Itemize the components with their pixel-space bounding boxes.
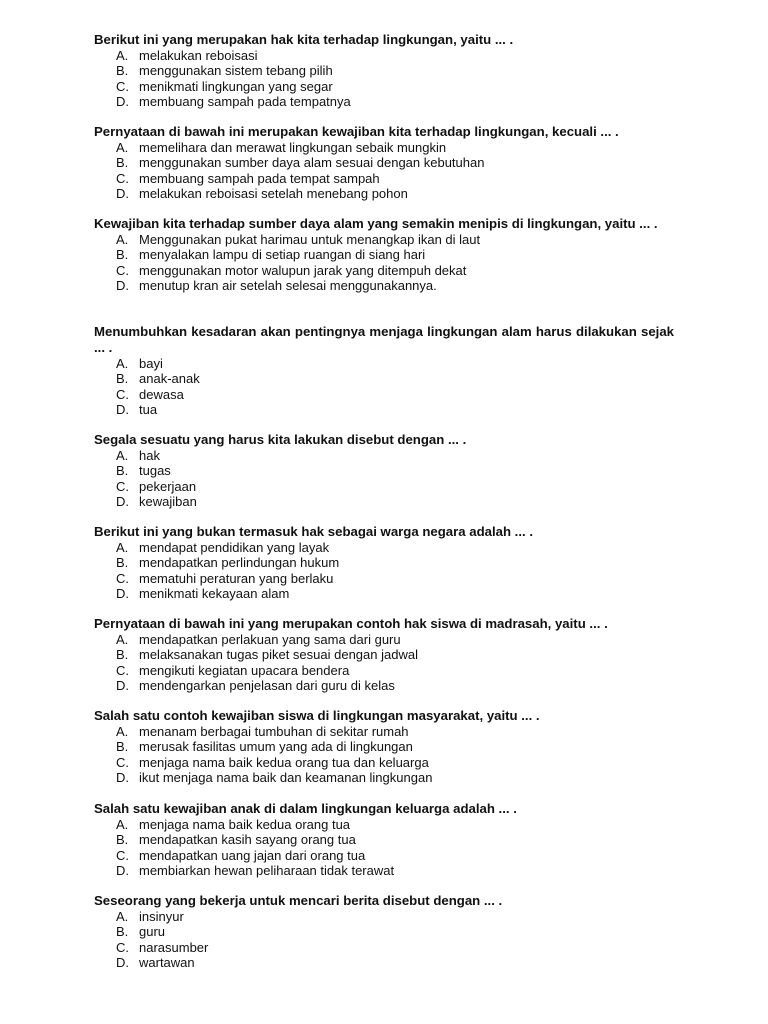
- option-text: menjaga nama baik kedua orang tua dan keluarga: [139, 754, 429, 770]
- option-text: narasumber: [139, 939, 209, 955]
- option-letter: A.: [116, 140, 129, 155]
- option-text: mendapatkan uang jajan dari orang tua: [139, 847, 366, 863]
- question-text: Menumbuhkan kesadaran akan pentingnya menjaga lingkungan alam harus dilakukan sejak ... .: [94, 324, 674, 355]
- option-letter: C.: [116, 78, 129, 94]
- option-letter: B.: [116, 247, 129, 263]
- option-d: [94, 863, 674, 878]
- option-a: [94, 448, 674, 463]
- option-c: [94, 848, 674, 863]
- option-letter: B.: [116, 371, 129, 387]
- question-text: Salah satu contoh kewajiban siswa di lingkungan masyarakat, yaitu ... .: [94, 708, 540, 723]
- option-c: [94, 940, 674, 955]
- question-text: Segala sesuatu yang harus kita lakukan disebut dengan ... .: [94, 432, 467, 447]
- option-c: [94, 663, 674, 678]
- option-text: guru: [139, 924, 166, 940]
- question-9: [94, 801, 674, 879]
- question-text: Berikut ini yang merupakan hak kita terhadap lingkungan, yaitu ... .: [94, 32, 514, 47]
- option-text: melakukan reboisasi: [139, 48, 258, 63]
- option-text: menyalakan lampu di setiap ruangan di siang hari: [139, 247, 426, 263]
- option-list: [94, 724, 674, 786]
- option-letter: A.: [116, 540, 129, 555]
- option-a: [94, 232, 674, 247]
- option-text: mendapatkan perlakuan yang sama dari guru: [139, 632, 401, 647]
- option-a: [94, 540, 674, 555]
- option-a: [94, 48, 674, 63]
- option-text: mendapatkan kasih sayang orang tua: [139, 832, 356, 848]
- option-d: [94, 586, 674, 601]
- option-text: menggunakan sistem tebang pilih: [139, 63, 333, 79]
- option-c: [94, 387, 674, 402]
- option-text: dewasa: [139, 386, 184, 402]
- option-letter: B.: [116, 924, 129, 940]
- option-list: [94, 632, 674, 694]
- option-d: [94, 402, 674, 417]
- option-letter: B.: [116, 555, 129, 571]
- option-list: [94, 48, 674, 110]
- option-text: membuang sampah pada tempat sampah: [139, 170, 380, 186]
- option-letter: D.: [116, 586, 129, 602]
- option-letter: C.: [116, 478, 129, 494]
- option-a: [94, 724, 674, 739]
- option-letter: B.: [116, 647, 129, 663]
- question-8: [94, 708, 674, 786]
- option-text: melakukan reboisasi setelah menebang pohon: [139, 186, 408, 202]
- question-6: [94, 524, 674, 602]
- option-b: [94, 371, 674, 386]
- option-a: [94, 817, 674, 832]
- option-b: [94, 155, 674, 170]
- option-letter: C.: [116, 754, 129, 770]
- question-text: Salah satu kewajiban anak di dalam lingkungan keluarga adalah ... .: [94, 801, 517, 816]
- option-letter: C.: [116, 170, 129, 186]
- option-letter: B.: [116, 463, 129, 479]
- option-d: [94, 94, 674, 109]
- option-letter: B.: [116, 832, 129, 848]
- option-d: [94, 955, 674, 970]
- question-text: Seseorang yang bekerja untuk mencari berita disebut dengan ... .: [94, 893, 503, 908]
- option-b: [94, 832, 674, 847]
- option-b: [94, 555, 674, 570]
- option-list: [94, 448, 674, 510]
- option-letter: B.: [116, 739, 129, 755]
- option-b: [94, 63, 674, 78]
- option-text: anak-anak: [139, 371, 200, 387]
- option-letter: A.: [116, 448, 129, 463]
- option-text: bayi: [139, 356, 163, 371]
- question-text: Kewajiban kita terhadap sumber daya alam yang semakin menipis di lingkungan, yaitu ... .: [94, 216, 658, 231]
- option-list: [94, 140, 674, 202]
- option-text: memelihara dan merawat lingkungan sebaik mungkin: [139, 140, 447, 155]
- option-text: tugas: [139, 463, 171, 479]
- option-list: [94, 909, 674, 971]
- option-letter: D.: [116, 402, 129, 418]
- option-text: menutup kran air setelah selesai menggunakannya.: [139, 278, 437, 294]
- option-text: membiarkan hewan peliharaan tidak terawat: [139, 863, 395, 879]
- option-a: [94, 632, 674, 647]
- question-2: [94, 124, 674, 202]
- option-letter: D.: [116, 955, 129, 971]
- option-list: [94, 356, 674, 418]
- option-letter: C.: [116, 662, 129, 678]
- option-letter: A.: [116, 356, 129, 371]
- option-a: [94, 140, 674, 155]
- option-letter: D.: [116, 94, 129, 110]
- option-letter: A.: [116, 724, 129, 739]
- option-d: [94, 770, 674, 785]
- option-letter: B.: [116, 155, 129, 171]
- option-text: pekerjaan: [139, 478, 197, 494]
- question-1: [94, 32, 674, 110]
- question-4: [94, 324, 674, 418]
- option-letter: A.: [116, 632, 129, 647]
- option-list: [94, 232, 674, 294]
- option-text: mematuhi peraturan yang berlaku: [139, 570, 334, 586]
- option-c: [94, 171, 674, 186]
- option-letter: C.: [116, 847, 129, 863]
- option-text: kewajiban: [139, 494, 197, 510]
- option-text: insinyur: [139, 909, 184, 924]
- option-text: mendapatkan perlindungan hukum: [139, 555, 340, 571]
- option-b: [94, 739, 674, 754]
- option-letter: C.: [116, 939, 129, 955]
- option-text: wartawan: [139, 955, 195, 971]
- option-c: [94, 263, 674, 278]
- option-text: mendapat pendidikan yang layak: [139, 540, 330, 555]
- option-d: [94, 186, 674, 201]
- option-letter: D.: [116, 678, 129, 694]
- option-list: [94, 540, 674, 602]
- option-d: [94, 678, 674, 693]
- option-text: menanam berbagai tumbuhan di sekitar rumah: [139, 724, 409, 739]
- question-text: Pernyataan di bawah ini merupakan kewajiban kita terhadap lingkungan, kecuali ... .: [94, 124, 619, 139]
- option-a: [94, 909, 674, 924]
- question-3: [94, 216, 674, 294]
- question-7: [94, 616, 674, 694]
- option-c: [94, 755, 674, 770]
- question-text: Berikut ini yang bukan termasuk hak sebagai warga negara adalah ... .: [94, 524, 534, 539]
- option-b: [94, 247, 674, 262]
- option-d: [94, 278, 674, 293]
- option-a: [94, 356, 674, 371]
- option-text: menikmati kekayaan alam: [139, 586, 290, 602]
- question-text: Pernyataan di bawah ini yang merupakan contoh hak siswa di madrasah, yaitu ... .: [94, 616, 608, 631]
- option-letter: A.: [116, 909, 129, 924]
- option-text: mendengarkan penjelasan dari guru di kelas: [139, 678, 395, 694]
- option-text: merusak fasilitas umum yang ada di lingkungan: [139, 739, 413, 755]
- option-c: [94, 479, 674, 494]
- option-text: Menggunakan pukat harimau untuk menangkap ikan di laut: [139, 232, 481, 247]
- option-letter: D.: [116, 863, 129, 879]
- option-text: melaksanakan tugas piket sesuai dengan jadwal: [139, 647, 418, 663]
- option-letter: D.: [116, 186, 129, 202]
- option-text: menggunakan motor walupun jarak yang ditempuh dekat: [139, 262, 467, 278]
- option-letter: D.: [116, 278, 129, 294]
- option-c: [94, 571, 674, 586]
- option-letter: D.: [116, 494, 129, 510]
- question-10: [94, 893, 674, 971]
- question-5: [94, 432, 674, 510]
- option-text: menggunakan sumber daya alam sesuai dengan kebutuhan: [139, 155, 485, 171]
- option-b: [94, 463, 674, 478]
- option-letter: A.: [116, 48, 129, 63]
- option-d: [94, 494, 674, 509]
- option-text: menjaga nama baik kedua orang tua: [139, 817, 351, 832]
- option-text: membuang sampah pada tempatnya: [139, 94, 351, 110]
- option-letter: D.: [116, 770, 129, 786]
- option-b: [94, 924, 674, 939]
- option-text: hak: [139, 448, 160, 463]
- option-letter: A.: [116, 232, 129, 247]
- option-b: [94, 647, 674, 662]
- option-letter: C.: [116, 570, 129, 586]
- option-c: [94, 79, 674, 94]
- option-text: tua: [139, 402, 158, 418]
- option-letter: A.: [116, 817, 129, 832]
- option-text: mengikuti kegiatan upacara bendera: [139, 662, 350, 678]
- option-letter: C.: [116, 386, 129, 402]
- option-letter: B.: [116, 63, 129, 79]
- option-list: [94, 817, 674, 879]
- option-text: menikmati lingkungan yang segar: [139, 78, 333, 94]
- option-text: ikut menjaga nama baik dan keamanan lingkungan: [139, 770, 433, 786]
- option-letter: C.: [116, 262, 129, 278]
